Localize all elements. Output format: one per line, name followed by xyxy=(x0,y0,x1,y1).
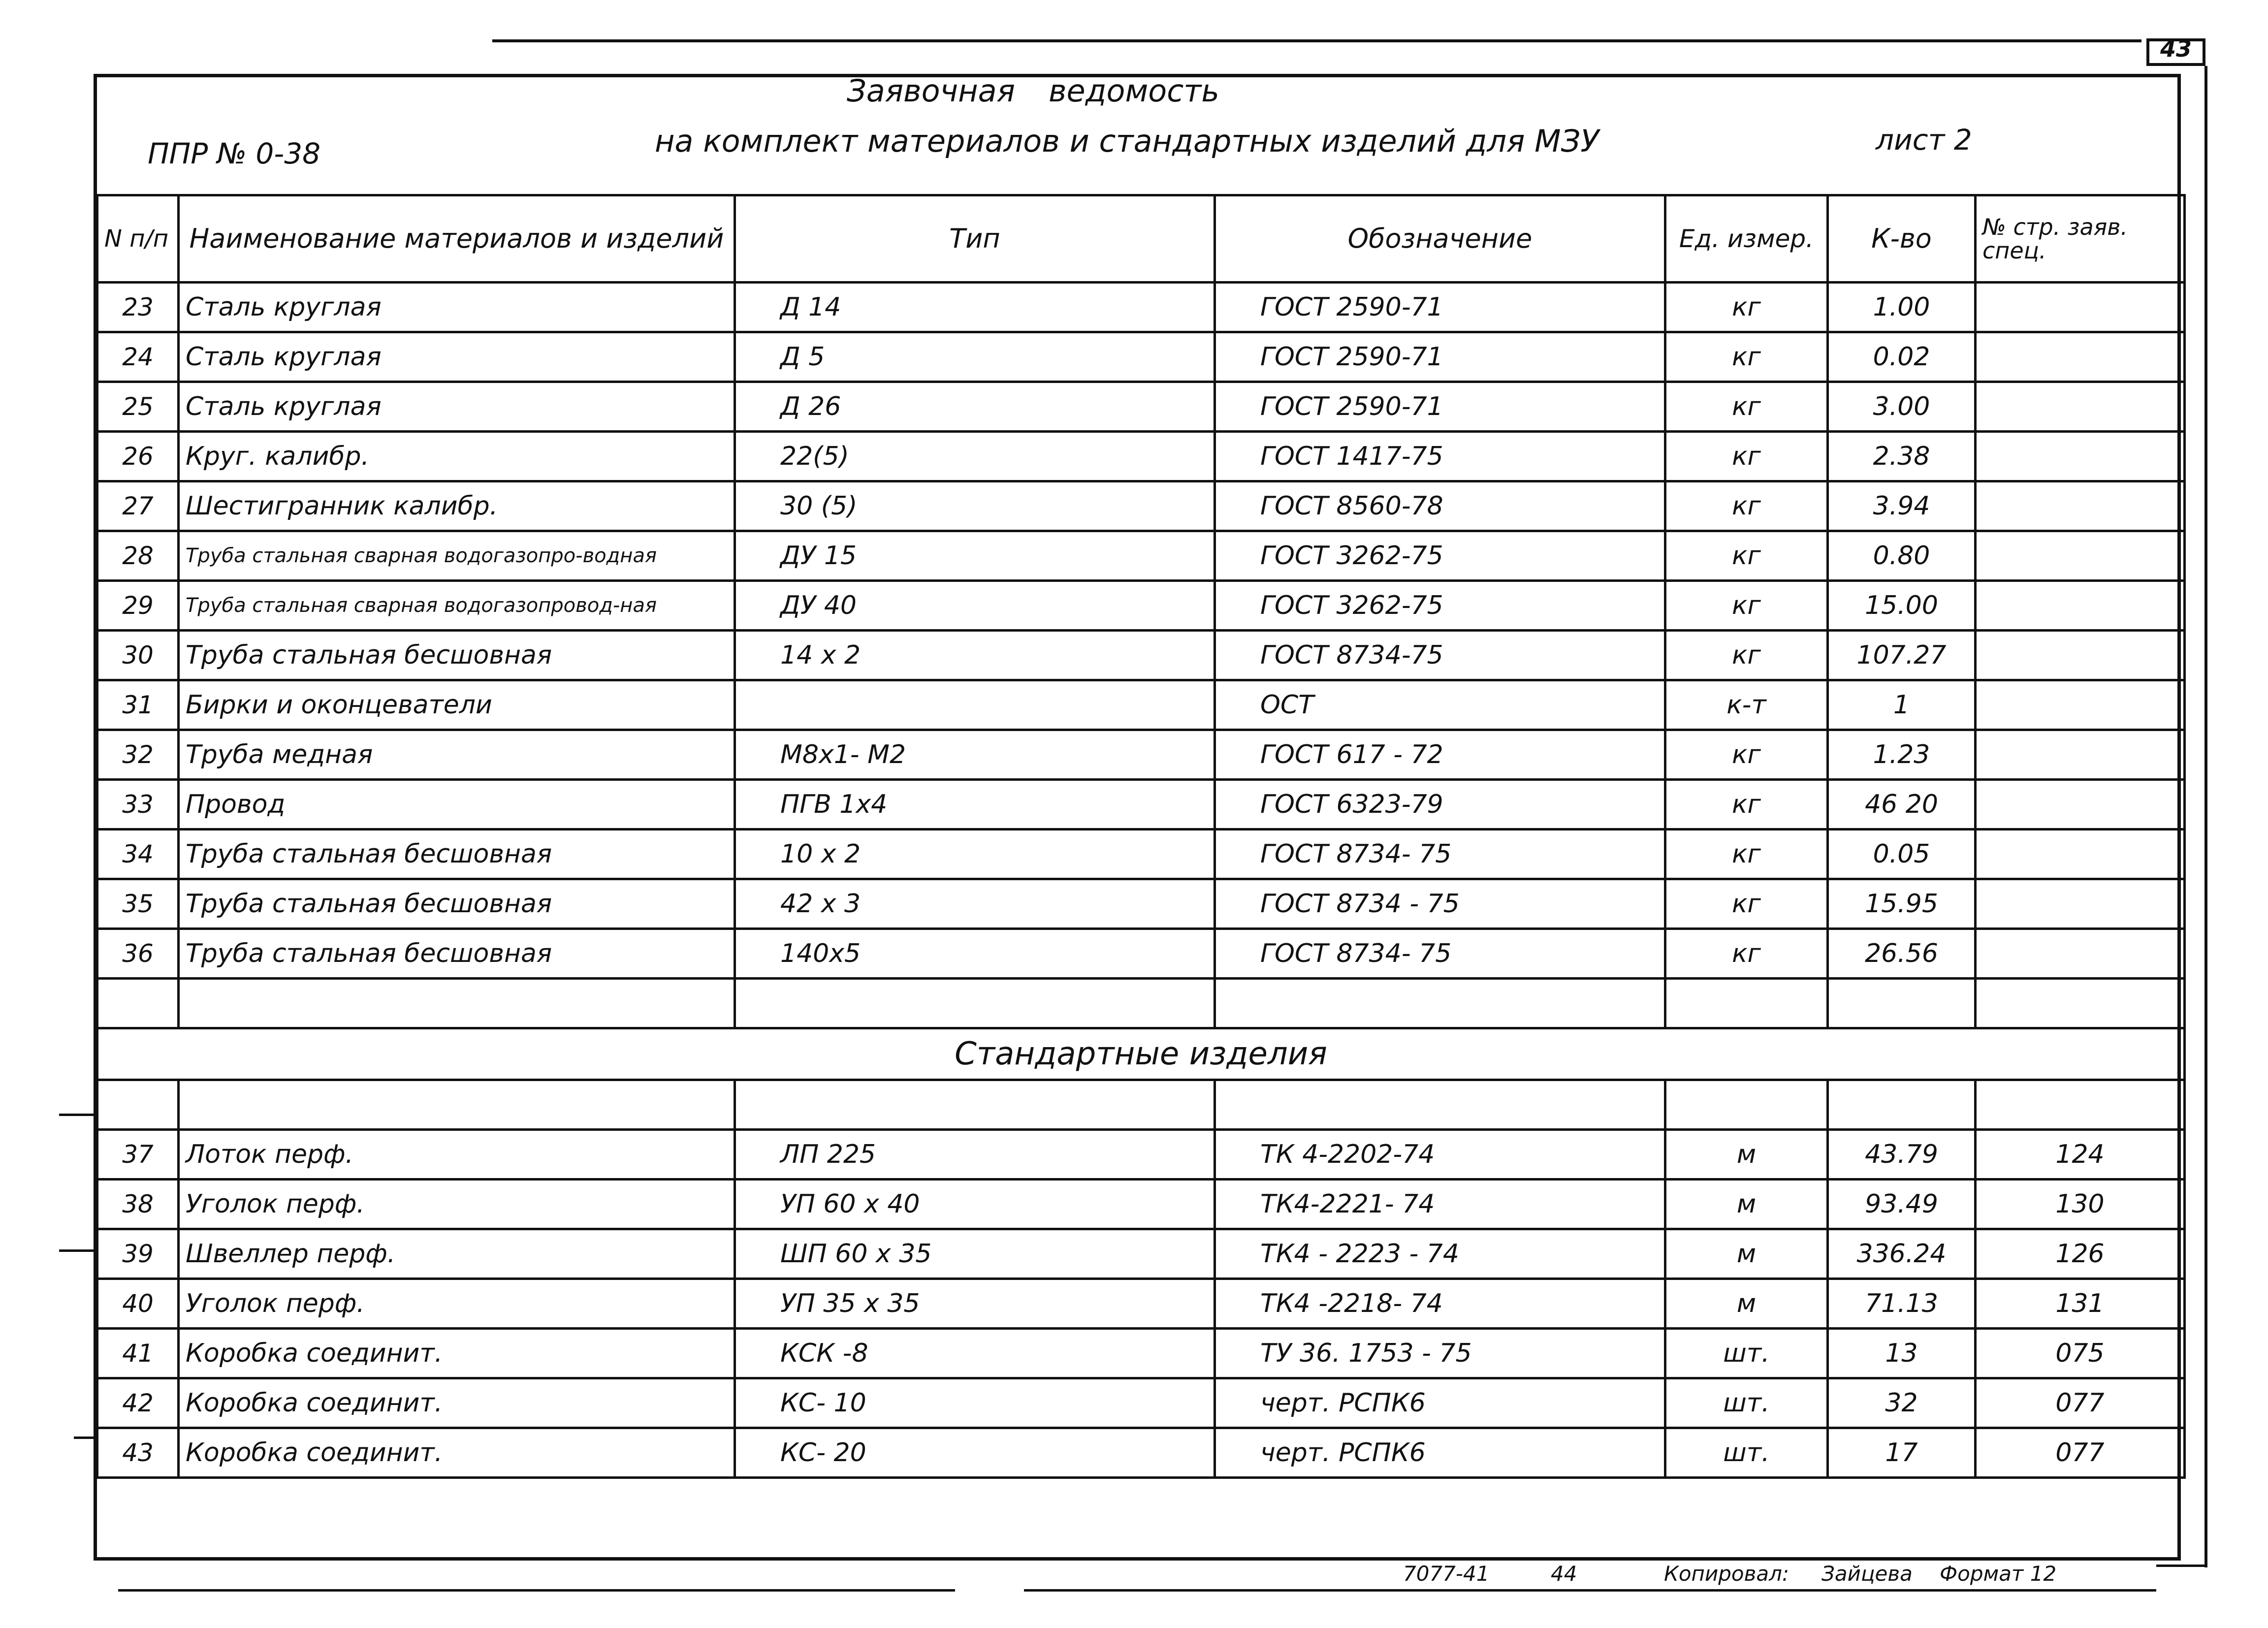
row-type xyxy=(735,680,1215,730)
row-spec xyxy=(1976,680,2185,730)
row-unit: к-т xyxy=(1665,680,1828,730)
row-qty: 15.00 xyxy=(1828,581,1976,631)
row-unit: шт. xyxy=(1665,1329,1828,1378)
row-number: 23 xyxy=(97,283,179,332)
section-row xyxy=(97,1028,2185,1080)
row-unit: кг xyxy=(1665,283,1828,332)
row-name: Бирки и оконцеватели xyxy=(179,680,735,730)
footer-rule xyxy=(118,1589,955,1592)
row-type: 30 (5) xyxy=(735,481,1215,531)
row-type: КС- 20 xyxy=(735,1428,1215,1478)
top-rule xyxy=(492,39,2141,42)
row-qty: 3.94 xyxy=(1828,481,1976,531)
document-subtitle: на комплект материалов и стандартных изделий для МЗУ xyxy=(655,123,1599,159)
row-number: 33 xyxy=(97,780,179,830)
row-number: 38 xyxy=(97,1180,179,1229)
row-name: Сталь круглая xyxy=(179,283,735,332)
row-spec xyxy=(1976,631,2185,680)
row-spec xyxy=(1976,283,2185,332)
row-spec xyxy=(1976,581,2185,631)
row-designation: ГОСТ 2590-71 xyxy=(1215,382,1665,432)
table-row xyxy=(97,780,2185,830)
table-row xyxy=(97,1378,2185,1428)
row-qty: 0.02 xyxy=(1828,332,1976,382)
row-number: 43 xyxy=(97,1428,179,1478)
row-type: КСК -8 xyxy=(735,1329,1215,1378)
row-unit: кг xyxy=(1665,879,1828,929)
row-number: 28 xyxy=(97,531,179,581)
table-row xyxy=(97,432,2185,481)
footer-doc-code: 7077-41 xyxy=(1403,1562,1490,1586)
row-number: 41 xyxy=(97,1329,179,1378)
margin-tick xyxy=(59,1114,98,1116)
right-outer-border xyxy=(2204,66,2207,1567)
row-unit: м xyxy=(1665,1130,1828,1180)
footer-copied-by: Зайцева xyxy=(1821,1562,1913,1586)
row-name: Уголок перф. xyxy=(179,1180,735,1229)
row-designation: ТУ 36. 1753 - 75 xyxy=(1215,1329,1665,1378)
row-unit: кг xyxy=(1665,481,1828,531)
row-designation: ГОСТ 617 - 72 xyxy=(1215,730,1665,780)
row-qty: 2.38 xyxy=(1828,432,1976,481)
row-type: М8х1- М2 xyxy=(735,730,1215,780)
row-name: Труба стальная сварная водогазопровод-ная xyxy=(179,581,735,631)
row-number: 35 xyxy=(97,879,179,929)
row-type: ПГВ 1х4 xyxy=(735,780,1215,830)
row-number: 37 xyxy=(97,1130,179,1180)
margin-tick xyxy=(59,1249,98,1252)
row-designation: ГОСТ 8734- 75 xyxy=(1215,929,1665,979)
table-row xyxy=(97,879,2185,929)
row-number: 31 xyxy=(97,680,179,730)
row-name: Провод xyxy=(179,780,735,830)
row-spec xyxy=(1976,531,2185,581)
row-type: ДУ 15 xyxy=(735,531,1215,581)
row-spec xyxy=(1976,879,2185,929)
row-number: 34 xyxy=(97,830,179,879)
table-row xyxy=(97,283,2185,332)
row-unit: шт. xyxy=(1665,1378,1828,1428)
row-name: Труба стальная бесшовная xyxy=(179,631,735,680)
table-row xyxy=(97,680,2185,730)
row-name: Уголок перф. xyxy=(179,1279,735,1329)
row-spec: 130 xyxy=(1976,1180,2185,1229)
footer-sheet: 44 xyxy=(1551,1562,1577,1586)
table-row xyxy=(97,1130,2185,1180)
row-qty: 17 xyxy=(1828,1428,1976,1478)
row-name: Круг. калибр. xyxy=(179,432,735,481)
row-name: Сталь круглая xyxy=(179,382,735,432)
col-header-name: Наименование материалов и изделий xyxy=(179,195,735,283)
row-name: Шестигранник калибр. xyxy=(179,481,735,531)
row-spec: 077 xyxy=(1976,1428,2185,1478)
table-row xyxy=(97,1428,2185,1478)
row-name: Коробка соединит. xyxy=(179,1378,735,1428)
bottom-outer-border xyxy=(2156,1564,2205,1567)
row-spec: 077 xyxy=(1976,1378,2185,1428)
row-type: 42 х 3 xyxy=(735,879,1215,929)
row-designation: ГОСТ 2590-71 xyxy=(1215,283,1665,332)
row-spec xyxy=(1976,730,2185,780)
row-unit: кг xyxy=(1665,780,1828,830)
table-row xyxy=(97,1229,2185,1279)
row-type: 10 х 2 xyxy=(735,830,1215,879)
row-designation: ТК4 -2218- 74 xyxy=(1215,1279,1665,1329)
row-qty: 46 20 xyxy=(1828,780,1976,830)
row-qty: 32 xyxy=(1828,1378,1976,1428)
row-spec xyxy=(1976,929,2185,979)
row-type: ДУ 40 xyxy=(735,581,1215,631)
table-row xyxy=(97,481,2185,531)
row-number: 40 xyxy=(97,1279,179,1329)
blank-row xyxy=(97,1080,2185,1130)
row-designation: ТК 4-2202-74 xyxy=(1215,1130,1665,1180)
col-header-unit: Ед. измер. xyxy=(1665,195,1828,283)
row-unit: шт. xyxy=(1665,1428,1828,1478)
table-header-row xyxy=(97,195,2185,283)
row-spec xyxy=(1976,481,2185,531)
materials-table xyxy=(96,194,2186,1479)
col-header-designation: Обозначение xyxy=(1215,195,1665,283)
row-spec xyxy=(1976,780,2185,830)
row-unit: кг xyxy=(1665,730,1828,780)
row-unit: кг xyxy=(1665,432,1828,481)
row-spec xyxy=(1976,382,2185,432)
margin-tick xyxy=(74,1436,98,1439)
sheet-label: лист 2 xyxy=(1876,123,1972,157)
row-type: Д 26 xyxy=(735,382,1215,432)
row-name: Сталь круглая xyxy=(179,332,735,382)
footer-copied-label: Копировал: xyxy=(1664,1562,1789,1586)
row-designation: черт. РСПК6 xyxy=(1215,1428,1665,1478)
row-unit: кг xyxy=(1665,929,1828,979)
row-designation: ГОСТ 2590-71 xyxy=(1215,332,1665,382)
row-qty: 93.49 xyxy=(1828,1180,1976,1229)
row-spec xyxy=(1976,830,2185,879)
row-spec: 131 xyxy=(1976,1279,2185,1329)
row-type: Д 14 xyxy=(735,283,1215,332)
row-name: Труба стальная бесшовная xyxy=(179,929,735,979)
row-type: УП 35 х 35 xyxy=(735,1279,1215,1329)
row-qty: 107.27 xyxy=(1828,631,1976,680)
row-designation: ГОСТ 3262-75 xyxy=(1215,581,1665,631)
row-unit: кг xyxy=(1665,382,1828,432)
row-name: Швеллер перф. xyxy=(179,1229,735,1279)
col-header-qty: К-во xyxy=(1828,195,1976,283)
row-number: 42 xyxy=(97,1378,179,1428)
row-number: 25 xyxy=(97,382,179,432)
row-number: 36 xyxy=(97,929,179,979)
row-name: Коробка соединит. xyxy=(179,1329,735,1378)
row-name: Коробка соединит. xyxy=(179,1428,735,1478)
products-body xyxy=(97,1130,2185,1478)
row-qty: 336.24 xyxy=(1828,1229,1976,1279)
table-row xyxy=(97,581,2185,631)
row-unit: кг xyxy=(1665,830,1828,879)
title-word-2: ведомость xyxy=(1049,73,1219,109)
row-spec xyxy=(1976,332,2185,382)
table-row xyxy=(97,332,2185,382)
row-designation: ГОСТ 8560-78 xyxy=(1215,481,1665,531)
row-qty: 3.00 xyxy=(1828,382,1976,432)
row-qty: 15.95 xyxy=(1828,879,1976,929)
row-type: Д 5 xyxy=(735,332,1215,382)
table-row xyxy=(97,830,2185,879)
footer-rule xyxy=(1024,1589,2156,1592)
table-row xyxy=(97,929,2185,979)
table-row xyxy=(97,631,2185,680)
row-unit: кг xyxy=(1665,581,1828,631)
row-type: 22(5) xyxy=(735,432,1215,481)
row-unit: кг xyxy=(1665,332,1828,382)
row-type: 140х5 xyxy=(735,929,1215,979)
row-unit: кг xyxy=(1665,631,1828,680)
table-row xyxy=(97,382,2185,432)
row-type: ШП 60 х 35 xyxy=(735,1229,1215,1279)
row-designation: ГОСТ 6323-79 xyxy=(1215,780,1665,830)
row-unit: м xyxy=(1665,1279,1828,1329)
row-qty: 26.56 xyxy=(1828,929,1976,979)
footer-format: Формат 12 xyxy=(1940,1562,2057,1586)
col-header-spec: № стр. заяв. спец. xyxy=(1976,195,2185,283)
row-qty: 71.13 xyxy=(1828,1279,1976,1329)
row-name: Труба медная xyxy=(179,730,735,780)
title-word-1: Заявочная xyxy=(847,73,1015,109)
col-header-type: Тип xyxy=(735,195,1215,283)
row-number: 39 xyxy=(97,1229,179,1279)
row-qty: 1 xyxy=(1828,680,1976,730)
row-number: 26 xyxy=(97,432,179,481)
row-spec: 126 xyxy=(1976,1229,2185,1279)
row-unit: м xyxy=(1665,1180,1828,1229)
ppr-number: ППР № 0-38 xyxy=(148,137,321,170)
row-name: Лоток перф. xyxy=(179,1130,735,1180)
col-header-num: N п/п xyxy=(97,195,179,283)
table-row xyxy=(97,1329,2185,1378)
row-name: Труба стальная сварная водогазопро-водная xyxy=(179,531,735,581)
table-row xyxy=(97,531,2185,581)
materials-body xyxy=(97,283,2185,979)
row-designation: ГОСТ 8734 - 75 xyxy=(1215,879,1665,929)
section-title: Стандартные изделия xyxy=(97,1028,2185,1080)
table-row xyxy=(97,730,2185,780)
row-unit: м xyxy=(1665,1229,1828,1279)
table-row xyxy=(97,1180,2185,1229)
row-qty: 13 xyxy=(1828,1329,1976,1378)
page-number: 43 xyxy=(2160,35,2192,62)
row-type: ЛП 225 xyxy=(735,1130,1215,1180)
row-qty: 1.23 xyxy=(1828,730,1976,780)
row-designation: ГОСТ 8734-75 xyxy=(1215,631,1665,680)
row-spec xyxy=(1976,432,2185,481)
row-type: КС- 10 xyxy=(735,1378,1215,1428)
row-designation: ГОСТ 1417-75 xyxy=(1215,432,1665,481)
row-qty: 1.00 xyxy=(1828,283,1976,332)
row-unit: кг xyxy=(1665,531,1828,581)
row-spec: 124 xyxy=(1976,1130,2185,1180)
row-type: 14 х 2 xyxy=(735,631,1215,680)
row-number: 30 xyxy=(97,631,179,680)
table-row xyxy=(97,1279,2185,1329)
row-designation: ГОСТ 3262-75 xyxy=(1215,531,1665,581)
row-spec: 075 xyxy=(1976,1329,2185,1378)
row-number: 32 xyxy=(97,730,179,780)
row-name: Труба стальная бесшовная xyxy=(179,879,735,929)
row-designation: ТК4-2221- 74 xyxy=(1215,1180,1665,1229)
row-qty: 43.79 xyxy=(1828,1130,1976,1180)
row-designation: черт. РСПК6 xyxy=(1215,1378,1665,1428)
row-designation: ТК4 - 2223 - 74 xyxy=(1215,1229,1665,1279)
row-qty: 0.05 xyxy=(1828,830,1976,879)
row-number: 24 xyxy=(97,332,179,382)
row-number: 27 xyxy=(97,481,179,531)
row-qty: 0.80 xyxy=(1828,531,1976,581)
row-designation: ОСТ xyxy=(1215,680,1665,730)
blank-row xyxy=(97,979,2185,1028)
row-name: Труба стальная бесшовная xyxy=(179,830,735,879)
row-designation: ГОСТ 8734- 75 xyxy=(1215,830,1665,879)
row-number: 29 xyxy=(97,581,179,631)
row-type: УП 60 х 40 xyxy=(735,1180,1215,1229)
